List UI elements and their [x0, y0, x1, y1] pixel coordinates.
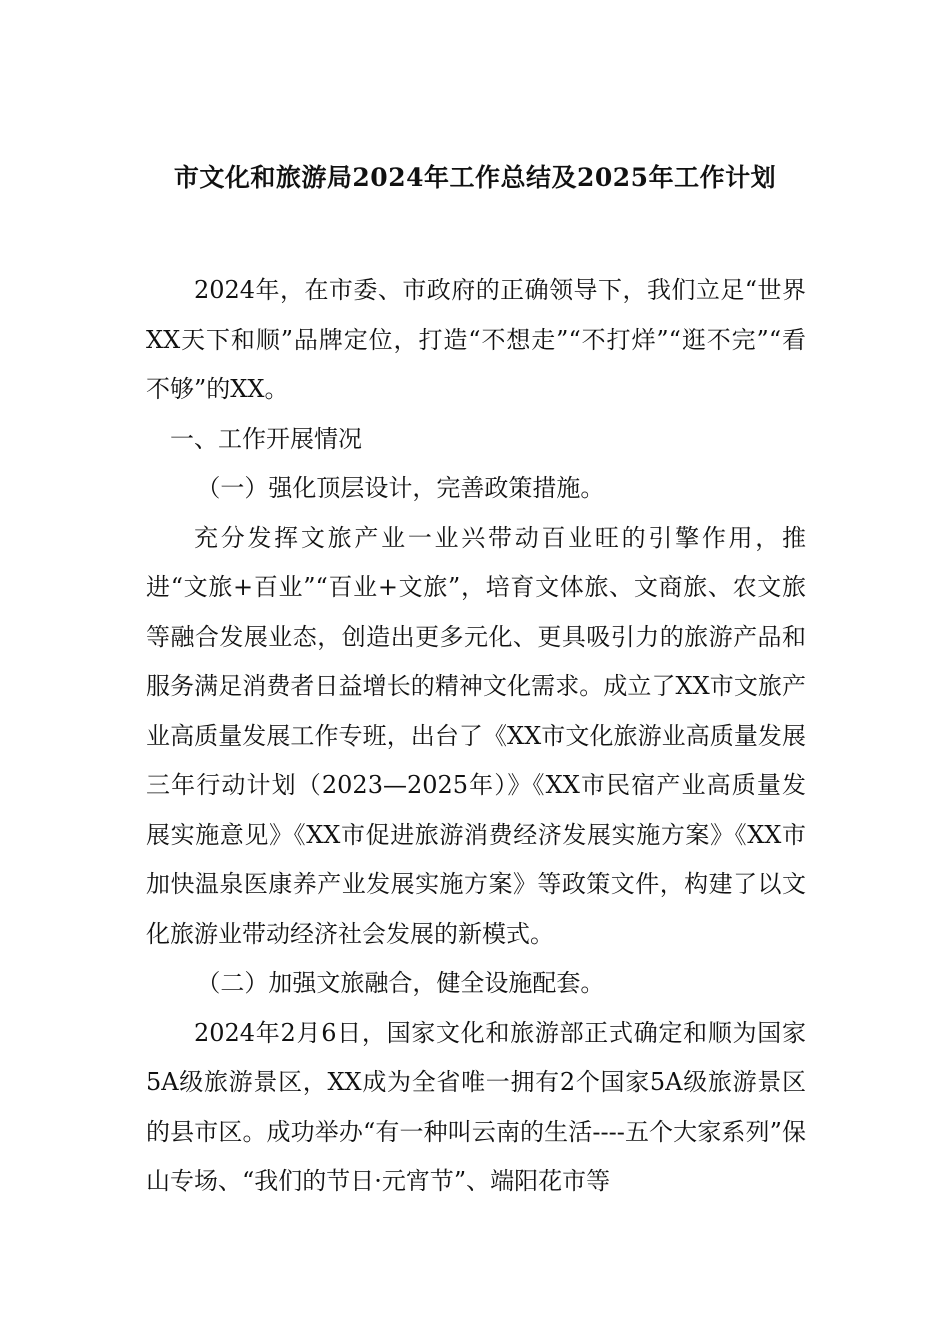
subsection-heading-1: （一）强化顶层设计，完善政策措施。 [196, 474, 605, 502]
intro-paragraph: 2024年，在市委、市政府的正确领导下，我们立足“世界XX天下和顺”品牌定位，打造“不想走”“不打烊”“逛不完”“看不够”的XX。 [146, 276, 806, 403]
subsection-heading-2: （二）加强文旅融合，健全设施配套。 [196, 969, 605, 997]
body-paragraph-1: 充分发挥文旅产业一业兴带动百业旺的引擎作用，推进“文旅+百业”“百业+文旅”，培育文体旅、文商旅、农文旅等融合发展业态，创造出更多元化、更具吸引力的旅游产品和服务满足消费者日益增长的精神文化需求。成立了XX市文旅产业高质量发展工作专班，出台了《XX市文化旅游业高质量发展三年行动计划（2023—2025年）》《XX市民宿产业高质量发展实施意见》《XX市促进旅游消费经济发展实施方案》《XX市加快温泉医康养产业发展实施方案》等政策文件，构建了以文化旅游业带动经济社会发展的新模式。 [146, 523, 806, 948]
document-title: 市文化和旅游局2024年工作总结及2025年工作计划 [173, 163, 777, 192]
body-paragraph-2: 2024年2月6日，国家文化和旅游部正式确定和顺为国家5A级旅游景区，XX成为全省唯一拥有2个国家5A级旅游景区的县市区。成功举办“有一种叫云南的生活----五个大家系列”保山专场、“我们的节日·元宵节”、端阳花市等 [146, 1018, 806, 1195]
section-heading: 一、工作开展情况 [170, 424, 362, 453]
document-body [146, 266, 806, 1207]
